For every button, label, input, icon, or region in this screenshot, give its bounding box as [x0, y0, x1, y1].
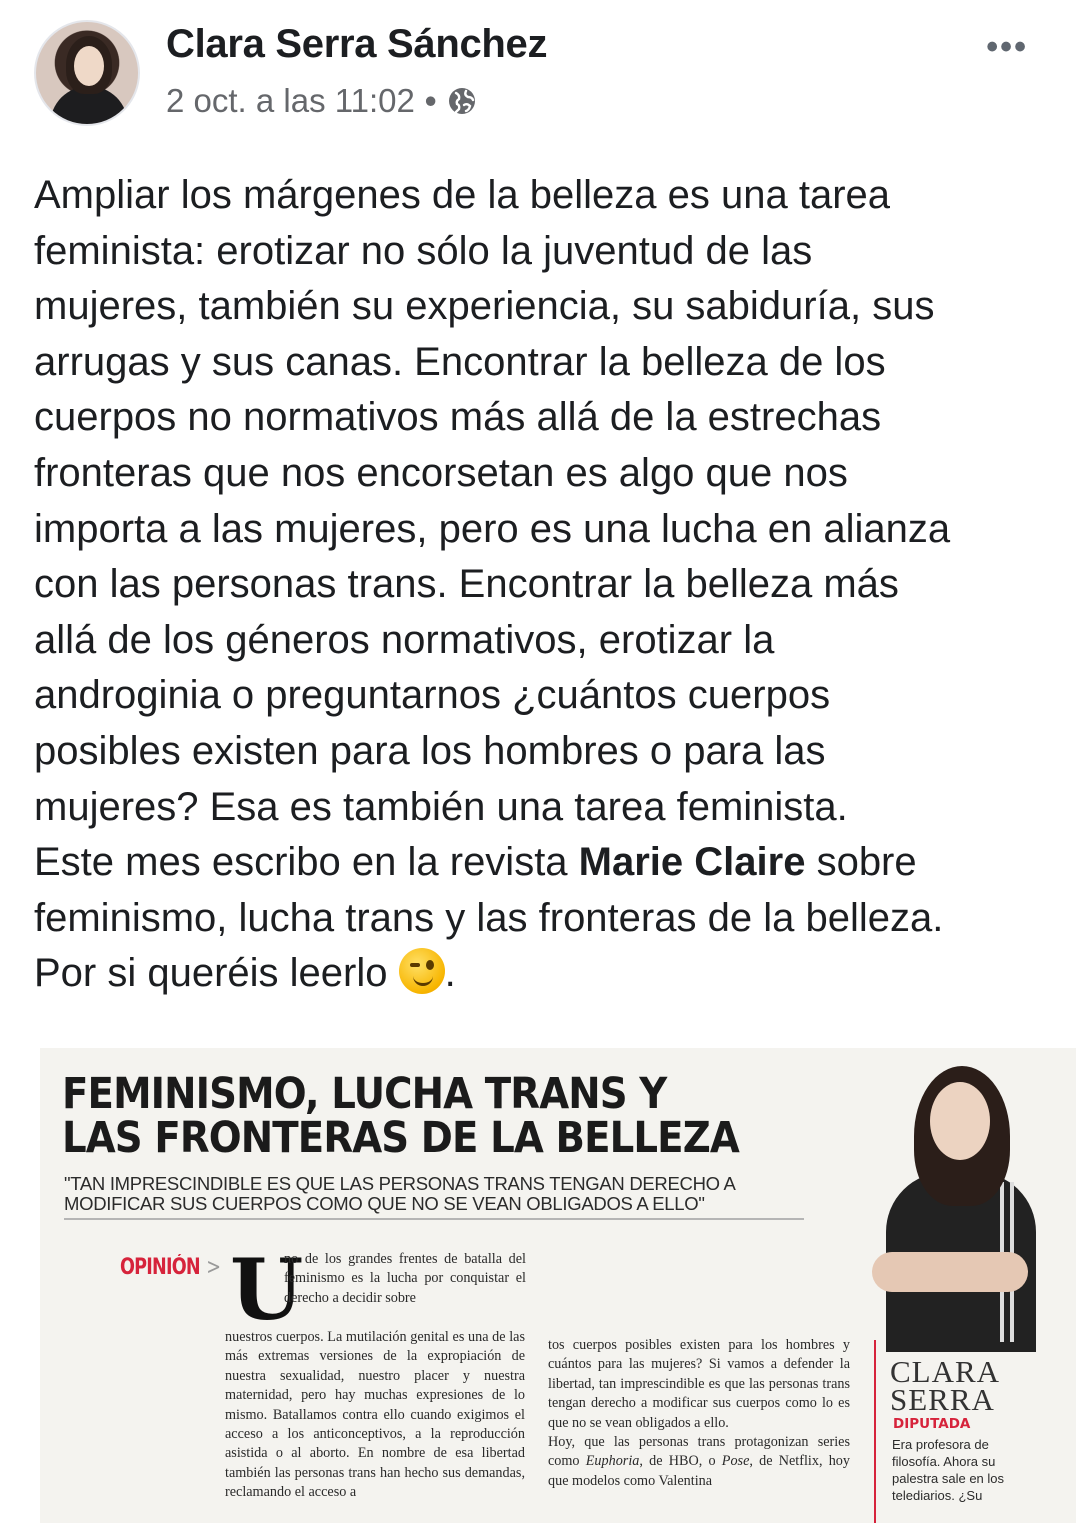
- chevron-right-icon: >: [206, 1255, 221, 1280]
- ellipsis-icon[interactable]: •••: [986, 28, 1028, 66]
- byline-bio: Era profesora de filosofía. Ahora su palestra sale en los telediarios. ¿Su: [892, 1437, 1005, 1503]
- byline-role: DIPUTADA: [893, 1416, 971, 1432]
- post-text-line: [34, 835, 1044, 891]
- post-text-line: importa a las mujeres, pero es una lucha en alianza: [34, 506, 951, 551]
- post-text-line: arrugas y sus canas. Encontrar la belleza de los: [34, 339, 886, 384]
- post-text-line: posibles existen para los hombres o para las: [34, 728, 826, 773]
- post-header: [0, 0, 1076, 140]
- article-headline: [62, 1069, 739, 1163]
- post-text-line: mujeres, también su experiencia, su sabiduría, sus: [34, 284, 935, 329]
- divider: [64, 1218, 804, 1220]
- series-title: Pose: [721, 1453, 750, 1470]
- post-text-line: mujeres? Esa es también una tarea feminista.: [34, 784, 848, 829]
- headline-line: FEMINISMO, LUCHA TRANS Y: [62, 1069, 667, 1119]
- post-text-line: con las personas trans. Encontrar la belleza más: [34, 562, 899, 607]
- headline-line: LAS FRONTERAS DE LA BELLEZA: [62, 1113, 739, 1163]
- post-meta: [166, 82, 478, 120]
- post-text-span: Por si queréis leerlo: [34, 951, 399, 996]
- photo-arms: [872, 1252, 1028, 1292]
- photo-face: [930, 1082, 990, 1160]
- column-text: Hoy, que las personas trans protagonizan series como: [548, 1434, 850, 1470]
- winking-face-icon: [399, 948, 445, 994]
- subhead-line: "TAN IMPRESCINDIBLE ES QUE LAS PERSONAS TRANS TENGAN DERECHO A: [64, 1173, 736, 1194]
- article-column: nuestros cuerpos. La mutilación genital es una de las más extremas versiones de la expropiación de nuestra sexualidad, nuestro placer y nuestra maternidad, pero hay muchas expresiones de lo mismo. Batallamos contra ello cuando exigimos el acceso a los anticonceptivos, a la reproducción asistida o al aborto. En nombre de esa libertad también las personas trans han hecho sus demandas, reclamando el acceso a: [225, 1329, 525, 1501]
- post-text-span: Este mes escribo en la revista: [34, 840, 579, 885]
- post-text-line: feminista: erotizar no sólo la juventud de las: [34, 228, 813, 273]
- column-text: , de Netflix, hoy que modelos como Valentina: [548, 1453, 850, 1489]
- post-text-line: feminismo, lucha trans y las fronteras de la belleza.: [34, 895, 944, 940]
- author-photo: [866, 1062, 1036, 1352]
- post-text: [34, 168, 1044, 1002]
- post-text-line: cuerpos no normativos más allá de la estrechas: [34, 395, 882, 440]
- post-text-line: [34, 946, 1044, 1002]
- section-label: [120, 1255, 220, 1280]
- byline-last: SERRA: [890, 1382, 995, 1417]
- byline-first: CLARA: [890, 1354, 1001, 1389]
- subhead-line: MODIFICAR SUS CUERPOS COMO QUE NO SE VEAN OBLIGADOS A ELLO": [64, 1193, 705, 1214]
- article-image[interactable]: [40, 1048, 1076, 1523]
- post-text-line: allá de los géneros normativos, erotizar la: [34, 617, 775, 662]
- author-name[interactable]: Clara Serra Sánchez: [166, 22, 548, 66]
- byline-name: [890, 1354, 1001, 1417]
- avatar[interactable]: [34, 20, 140, 126]
- post-text-span: .: [444, 951, 456, 996]
- post-text-line: androginia o preguntarnos ¿cuántos cuerpos: [34, 673, 831, 718]
- drop-cap: U: [230, 1240, 304, 1339]
- post-date[interactable]: 2 oct. a las 11:02: [166, 82, 415, 119]
- article-column: [548, 1336, 850, 1491]
- globe-icon[interactable]: [446, 85, 478, 117]
- avatar-face: [74, 46, 104, 86]
- post-text-line: Ampliar los márgenes de la belleza es una tarea: [34, 173, 891, 217]
- series-title: Euphoria: [585, 1453, 640, 1470]
- article-column: no de los grandes frentes de batalla del feminismo es la lucha por conquistar el derecho a decidir sobre: [284, 1251, 526, 1306]
- column-text: , de HBO, o: [639, 1453, 722, 1470]
- section-text: OPINIÓN: [120, 1255, 200, 1280]
- post-text-line: fronteras que nos encorsetan es algo que nos: [34, 450, 848, 495]
- magazine-name: Marie Claire: [578, 840, 806, 885]
- post-text-span: sobre: [805, 840, 917, 885]
- byline-rule: [874, 1340, 876, 1523]
- column-text: tos cuerpos posibles existen para los hombres y cuántos para las mujeres? Si vamos a defender la libertad, tan imprescindible es que las personas trans tengan derecho a modificar sus cuerpos como lo es que no se vean obligados a ello.: [548, 1337, 850, 1431]
- article-subhead: [64, 1174, 736, 1214]
- meta-separator: •: [424, 82, 437, 119]
